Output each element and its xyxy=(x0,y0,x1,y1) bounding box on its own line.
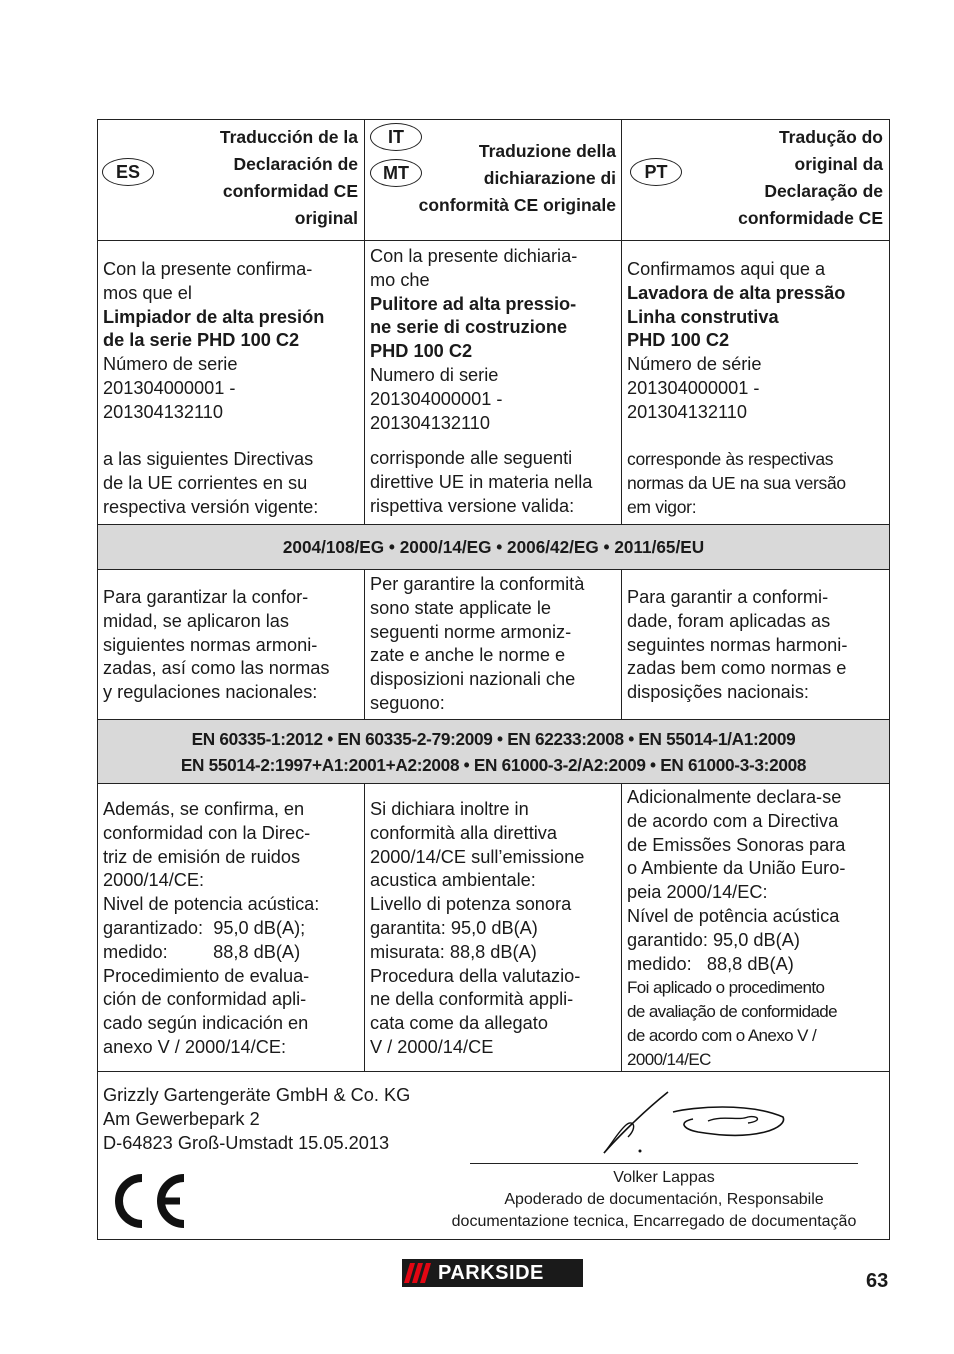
lang-badge-mt: MT xyxy=(370,159,422,187)
signature-line xyxy=(470,1163,858,1164)
parkside-slashes-icon xyxy=(402,1259,434,1287)
noise-pt: Adicionalmente declara-se de acordo com a Directiva de Emissões Sonoras para o Ambiente da União Euro- peia 2000/14/EC: Nível de potência acústica garantido: 95,0 dB(A) medido: 88,8 dB(A) Foi aplicado o procedimento de avaliação de conformidade de acordo com o Anexo V / 2000/14/EC xyxy=(627,787,846,1069)
header-es-title: Traducción de la Declaración de conformidad CE original xyxy=(219,127,358,228)
standards-text-pt: Para garantir a conformi- dade, foram aplicadas as seguintes normas harmoni- zadas bem como normas e disposições nacionais: xyxy=(627,587,848,703)
lang-badge-pt: PT xyxy=(630,158,682,186)
footer-row xyxy=(97,1071,890,1240)
product-name-pt: Lavadora de alta pressão xyxy=(627,282,846,303)
product-es: Con la presente confirma- mos que el Limpiador de alta presión de la serie PHD 100 C2 Número de serie 201304000001 - 201304132110 a las siguientes Directivas de la UE corrientes en su respectiva versión vigente: xyxy=(98,241,365,524)
signatory-role-2: documentazione tecnica, Encarregado de documentação xyxy=(451,1213,857,1230)
parkside-logo xyxy=(402,1259,583,1287)
company-address: Grizzly Gartengeräte GmbH & Co. KG Am Gewerbepark 2 D-64823 Groß-Umstadt 15.05.2013 xyxy=(103,1085,411,1153)
header-pt xyxy=(622,120,889,240)
signature-icon xyxy=(598,1087,798,1157)
noise-es: Además, se confirma, en conformidad con la Direc- triz de emisión de ruidos 2000/14/CE: Nivel de potencia acústica: garantizado: 95,0 dB(A); medido: 88,8 dB(A) Procedimiento de evalua- ción de conformidad apli- cado según indicación en anexo V / 2000/14/CE: xyxy=(98,784,365,1071)
directives-band: 2004/108/EG • 2000/14/EG • 2006/42/EG • 2011/65/EU xyxy=(97,524,890,569)
signatory-role-1: Apoderado de documentación, Responsabile xyxy=(504,1191,824,1208)
standards-text-row xyxy=(97,569,890,719)
ce-mark-icon xyxy=(108,1172,188,1230)
product-it: Con la presente dichiaria- mo che Pulitore ad alta pressio- ne serie di costruzione PHD 100 C2 Numero di serie 201304000001 - 201304132110 corrisponde alle seguenti direttive UE in materia nella rispettiva versione valida: xyxy=(365,241,622,524)
standards-band: EN 60335-1:2012 • EN 60335-2-79:2009 • EN 62233:2008 • EN 55014-1/A1:2009 EN 55014-2:1997+A1:2001+A2:2008 • EN 61000-3-2/A2:2009 • EN 61000-3-3:2008 xyxy=(97,719,890,783)
product-row xyxy=(97,240,890,524)
product-pt: Confirmamos aqui que a Lavadora de alta pressão Linha construtiva PHD 100 C2 Número de série 201304000001 - 201304132110 corresponde às respectivas normas da UE na sua versão em vigor: xyxy=(622,241,889,524)
signatory-block xyxy=(451,1167,858,1233)
declaration-table xyxy=(97,119,890,1240)
noise-it: Si dichiara inoltre in conformità alla direttiva 2000/14/CE sull’emissione acustica ambientale: Livello di potenza sonora garantita: 95,0 dB(A) misurata: 88,8 dB(A) Procedura della valutazio- ne della conformità appli- cata come da allegato V / 2000/14/CE xyxy=(365,784,622,1071)
header-it-title: Traduzione della dichiarazione di conformità CE originale xyxy=(418,141,616,215)
header-es xyxy=(98,120,365,240)
lang-badge-es: ES xyxy=(102,158,154,186)
header-pt-title: Tradução do original da Declaração de conformidade CE xyxy=(738,127,883,228)
product-name-es: Limpiador de alta presión xyxy=(103,306,325,327)
standards-text-it: Per garantire la conformità sono state applicate le seguenti norme armoniz- zate e anche le norme e disposizioni nazionali che seguono: xyxy=(365,570,622,719)
brand-name: PARKSIDE xyxy=(438,1261,544,1284)
noise-row xyxy=(97,783,890,1071)
product-name-it: Pulitore ad alta pressio- xyxy=(370,293,577,314)
signatory-name: Volker Lappas xyxy=(613,1169,715,1186)
header-row xyxy=(97,119,890,240)
lang-badge-it: IT xyxy=(370,123,422,151)
page-number: 63 xyxy=(866,1270,889,1292)
standards-text-es: Para garantizar la confor- midad, se aplicaron las siguientes normas armoni- zadas, así como las normas y regulaciones nacionales: xyxy=(98,570,365,719)
header-it xyxy=(365,120,622,240)
